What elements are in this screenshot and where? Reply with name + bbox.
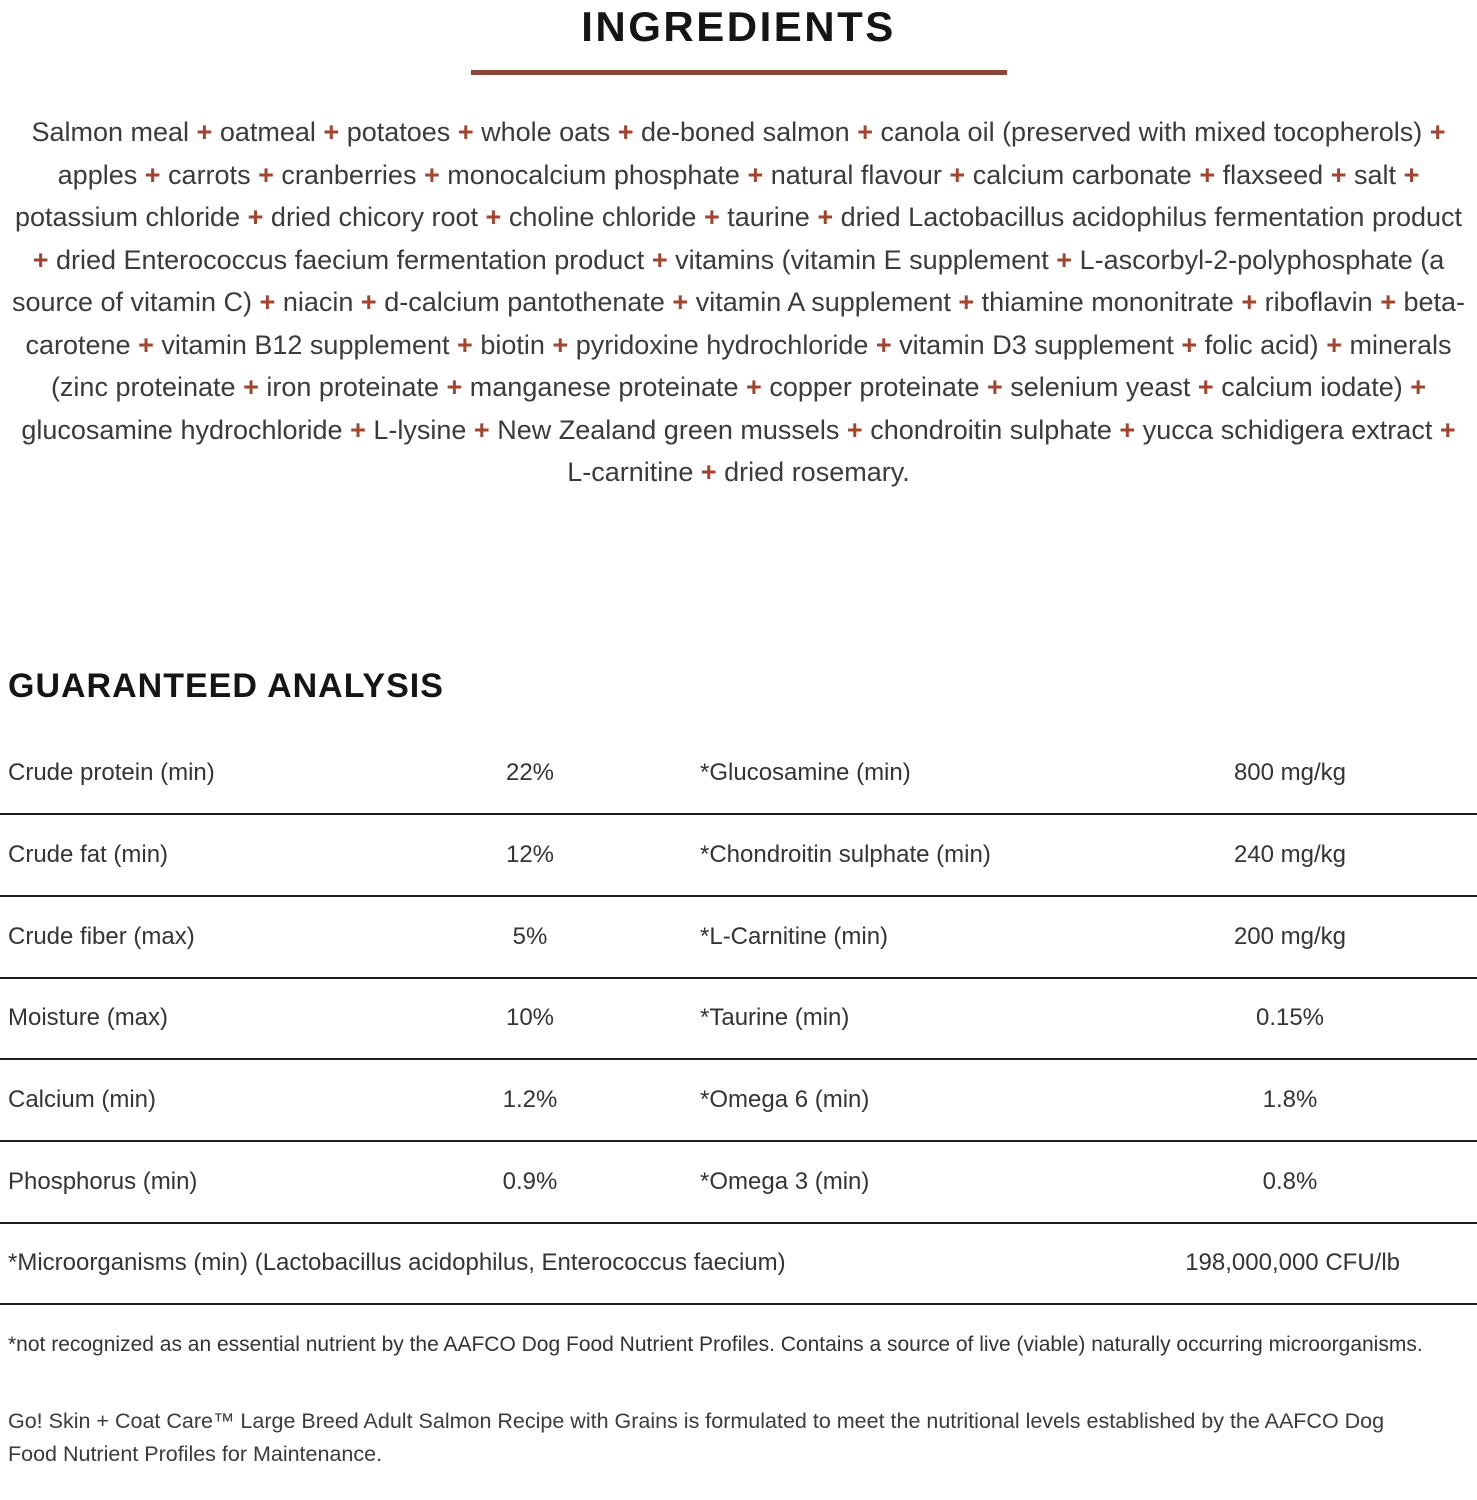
ingredient-item: copper proteinate [769,372,980,402]
plus-separator: + [457,117,474,147]
nutrient-label: Moisture (max) [8,1004,169,1032]
ingredient-item: taurine [727,202,810,232]
microorganisms-row [0,1224,1477,1306]
plus-separator: + [259,287,276,317]
ingredient-item: riboflavin [1264,287,1373,317]
ingredient-item: glucosamine hydrochloride [21,414,343,445]
nutrient-label: *L-Carnitine (min) [700,922,889,950]
nutrient-value: 12% [505,841,555,869]
ingredient-item: cranberries [281,159,417,190]
plus-separator: + [485,202,502,232]
plus-separator: + [651,244,668,275]
ingredient-item: pyridoxine hydrochloride [575,329,869,360]
ingredient-item: yucca schidigera extract [1142,414,1433,445]
ingredient-item: calcium iodate) [1221,372,1403,402]
table-row [0,734,1477,816]
plus-separator: + [1410,372,1427,402]
ingredient-item: d-calcium pantothenate [384,287,665,317]
ingredient-item: selenium yeast [1010,372,1191,402]
ingredient-item: chondroitin sulphate [870,414,1112,445]
ingredient-item: vitamins (vitamin E supplement [675,244,1049,275]
plus-separator: + [138,329,154,360]
ingredient-item: dried Lactobacillus acidophilus fermentation product [840,202,1463,232]
plus-separator: + [1403,159,1420,190]
plus-separator: + [1439,414,1456,445]
nutrient-label: *Omega 6 (min) [700,1086,870,1114]
ingredient-item: Salmon meal [31,117,190,147]
nutrient-label: *Microorganisms (min) (Lactobacillus acidophilus, Enterococcus faecium) [8,1249,786,1277]
nutrient-value: 200 mg/kg [1233,922,1347,950]
nutrient-label: *Glucosamine (min) [700,759,911,787]
ingredient-item: New Zealand green mussels [497,414,840,445]
guaranteed-analysis-heading: GUARANTEED ANALYSIS [8,666,444,705]
ingredient-item: natural flavour [770,159,942,190]
plus-separator: + [958,287,975,317]
plus-separator: + [196,117,213,147]
nutrient-label: Crude protein (min) [8,759,215,787]
plus-separator: + [457,329,473,360]
table-row [0,1142,1477,1224]
nutrient-value: 0.9% [502,1167,558,1195]
ingredient-item: dried rosemary. [724,457,910,487]
ingredient-item: dried Enterococcus faecium fermentation product [56,244,645,275]
nutrient-label: *Taurine (min) [700,1004,850,1032]
plus-separator: + [323,117,340,147]
nutrient-value: 198,000,000 CFU/lb [1185,1249,1400,1277]
ingredient-item: iron proteinate [266,372,439,402]
plus-separator: + [1056,244,1073,275]
plus-separator: + [1181,329,1198,360]
ingredient-item: flaxseed [1222,159,1324,190]
ingredient-item: calcium carbonate [972,159,1192,190]
nutrient-label: *Chondroitin sulphate (min) [700,841,991,869]
plus-separator: + [258,159,274,190]
ingredient-item: folic acid) [1204,329,1319,360]
ingredient-item: thiamine mononitrate [981,287,1234,317]
ingredient-item: manganese proteinate [469,372,739,402]
ingredient-item: L-lysine [373,414,467,445]
plus-separator: + [617,117,634,147]
plus-separator: + [32,244,49,275]
ingredient-item: canola oil (preserved with mixed tocopherols) [880,117,1423,147]
plus-separator: + [1199,159,1216,190]
plus-separator: + [857,117,873,147]
ingredient-item: vitamin B12 supplement [161,329,450,360]
table-row [0,979,1477,1061]
ingredient-item: apples [57,159,138,190]
ingredient-item: monocalcium phosphate [447,159,740,190]
plus-separator: + [552,329,569,360]
ingredient-item: choline chloride [508,202,697,232]
nutrient-label: *Omega 3 (min) [700,1167,870,1195]
ingredient-item: minerals (zinc proteinate [50,329,1452,402]
plus-separator: + [1119,414,1136,445]
ingredient-item: de-boned salmon [641,117,850,147]
guaranteed-analysis-table [0,734,1477,1306]
ingredient-item: biotin [480,329,545,360]
plus-separator: + [672,287,689,317]
plus-separator: + [360,287,377,317]
table-row [0,815,1477,897]
ingredient-item: salt [1354,159,1397,190]
plus-separator: + [875,329,892,360]
plus-separator: + [1380,287,1396,317]
formulation-footnote: Go! Skin + Coat Care™ Large Breed Adult Salmon Recipe with Grains is formulated to meet the nutritional levels established by the AAFCO Dog Food Nutrient Profiles for Maintenance. [8,1409,1385,1467]
ingredient-item: whole oats [481,117,611,147]
plus-separator: + [817,202,834,232]
ingredient-item: L-ascorbyl-2-polyphosphate (a source of vitamin C) [11,244,1445,317]
ingredients-text [0,111,1477,494]
ingredient-item: dried chicory root [270,202,479,232]
ingredient-item: niacin [282,287,354,317]
nutrient-value: 22% [505,759,555,787]
plus-separator: + [747,159,764,190]
plus-separator: + [1330,159,1347,190]
ingredient-item: carrots [168,159,251,190]
ingredient-item: L-carnitine [567,457,694,487]
nutrient-label: Crude fiber (max) [8,922,195,950]
nutrient-value: 1.2% [502,1086,558,1114]
nutrient-label: Crude fat (min) [8,841,169,869]
nutrient-value: 1.8% [1262,1086,1318,1114]
ingredients-heading: INGREDIENTS [581,3,896,50]
plus-separator: + [247,202,264,232]
plus-separator: + [703,202,720,232]
nutrient-value: 5% [512,922,548,950]
plus-separator: + [350,414,366,445]
nutrient-value: 240 mg/kg [1233,841,1347,869]
plus-separator: + [446,372,463,402]
plus-separator: + [473,414,490,445]
plus-separator: + [746,372,762,402]
nutrient-label: Phosphorus (min) [8,1167,198,1195]
plus-separator: + [1241,287,1258,317]
nutrient-value: 0.15% [1255,1004,1325,1032]
ingredient-item: beta-carotene [25,287,1466,360]
plus-separator: + [144,159,161,190]
ingredient-item: potassium chloride [14,202,241,232]
plus-separator: + [1326,329,1342,360]
nutrient-value: 0.8% [1262,1167,1318,1195]
ingredient-item: vitamin D3 supplement [899,329,1174,360]
plus-separator: + [986,372,1003,402]
ingredient-item: vitamin A supplement [695,287,951,317]
plus-separator: + [423,159,440,190]
plus-separator: + [1197,372,1214,402]
nutrient-value: 10% [505,1004,555,1032]
plus-separator: + [243,372,259,402]
aafco-footnote: *not recognized as an essential nutrient by the AAFCO Dog Food Nutrient Profiles. Contains a source of live (viable) naturally occurring microorganisms. [8,1333,1423,1357]
ingredient-item: potatoes [346,117,451,147]
plus-separator: + [949,159,966,190]
ingredient-item: oatmeal [219,117,316,147]
table-row [0,897,1477,979]
nutrient-label: Calcium (min) [8,1086,157,1114]
plus-separator: + [700,457,717,487]
nutrient-value: 800 mg/kg [1233,759,1347,787]
plus-separator: + [846,414,863,445]
table-row [0,1060,1477,1142]
heading-divider-rule [471,70,1007,75]
plus-separator: + [1429,117,1446,147]
